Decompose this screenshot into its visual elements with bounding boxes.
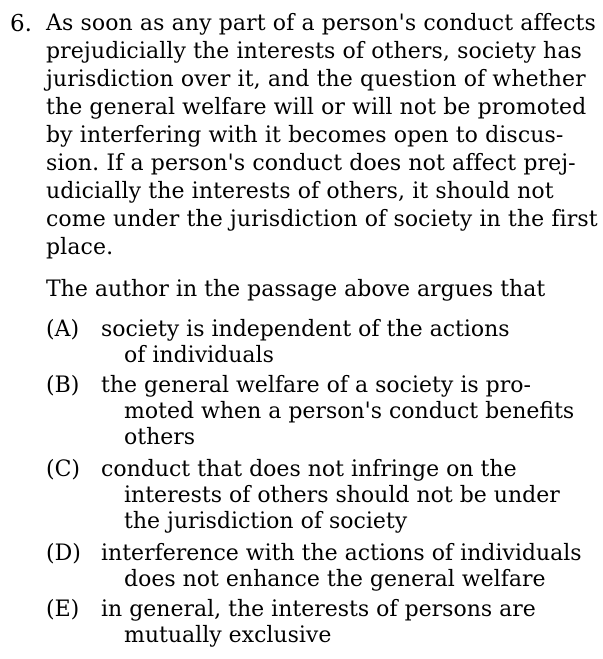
choice-text-line: in general, the interests of persons are bbox=[101, 597, 536, 622]
question-stem: The author in the passage above argues that bbox=[46, 277, 546, 302]
choice-text-line: interference with the actions of individuals bbox=[101, 541, 582, 566]
passage-line: As soon as any part of a person's conduct affects bbox=[46, 11, 596, 36]
passage-line: come under the jurisdiction of society in the first bbox=[46, 207, 598, 232]
choice-letter: (B) bbox=[46, 373, 80, 398]
choice-text-line: mutually exclusive bbox=[124, 623, 332, 648]
choice-text-line: interests of others should not be under bbox=[124, 483, 560, 508]
choice-text-line: moted when a person's conduct benefits bbox=[124, 399, 575, 424]
choice-text-line: of individuals bbox=[124, 343, 274, 368]
passage-line: sion. If a person's conduct does not affect prej- bbox=[46, 151, 576, 176]
choice-text-line: others bbox=[124, 425, 196, 450]
choice-text-line: the general welfare of a society is pro- bbox=[101, 373, 531, 398]
passage-line: the general welfare will or will not be promoted bbox=[46, 95, 587, 120]
choice-text-line: the jurisdiction of society bbox=[124, 509, 408, 534]
passage-line: place. bbox=[46, 235, 114, 260]
choice-letter: (C) bbox=[46, 457, 80, 482]
choice-text-line: does not enhance the general welfare bbox=[124, 567, 546, 592]
passage-line: udicially the interests of others, it should not bbox=[46, 179, 554, 204]
choice-letter: (D) bbox=[46, 541, 81, 566]
passage-line: by interfering with it becomes open to discus- bbox=[46, 123, 564, 148]
choice-text-line: society is independent of the actions bbox=[101, 317, 510, 342]
passage-line: jurisdiction over it, and the question of whether bbox=[46, 67, 586, 92]
choice-letter: (A) bbox=[46, 317, 80, 342]
choice-letter: (E) bbox=[46, 597, 80, 622]
choice-text-line: conduct that does not infringe on the bbox=[101, 457, 517, 482]
passage-line: prejudicially the interests of others, society has bbox=[46, 39, 582, 64]
question-number: 6. bbox=[10, 11, 32, 37]
